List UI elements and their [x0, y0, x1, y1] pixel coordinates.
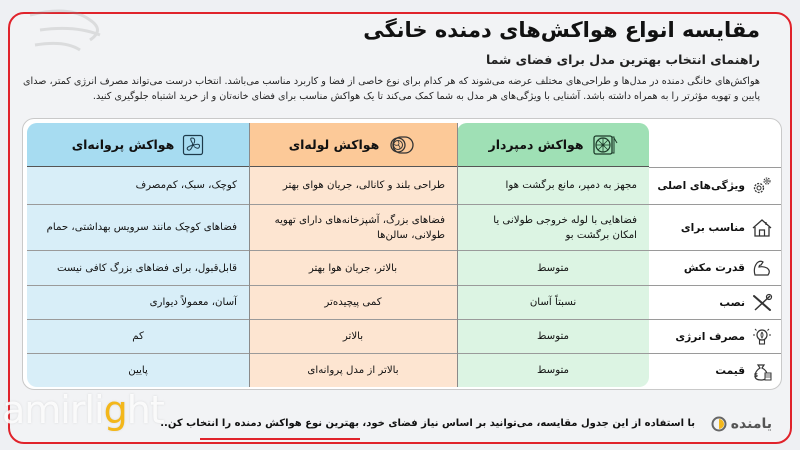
comparison-table — [22, 118, 782, 390]
wind-swirl-decoration-icon — [20, 0, 130, 60]
table-cell: قابل‌قبول، برای فضاهای بزرگ کافی نیست — [27, 251, 249, 286]
house-icon — [751, 218, 773, 238]
table-cell: کمی پیچیده‌تر — [249, 286, 457, 320]
table-cell: متوسط — [457, 320, 649, 354]
intro-paragraph: هواکش‌های خانگی دمنده در مدل‌ها و طراحی‌های مختلف عرضه می‌شوند که هر کدام برای نوع خاصی از فضا و کاربرد مناسب می‌باشد. انتخاب درست می‌تواند مصرف انرژی کمتر، صدای پایین و تهویه مؤثرتر را به همراه داشته باشد. آشنایی با ویژگی‌های هر مدل به شما کمک می‌کند تا یک هواکش مناسب برای فضای خانه‌تان و از خرید اشتباه جلوگیری کنید. — [23, 76, 760, 102]
brand-logo — [711, 416, 772, 432]
column-propeller — [27, 123, 249, 387]
page-title: مقایسه انواع هواکش‌های دمنده خانگی — [363, 18, 760, 42]
column-header-pipe — [249, 123, 457, 167]
row-label-text: مصرف انرژی — [675, 330, 745, 343]
muscle-arm-icon — [751, 258, 773, 278]
table-cell: طراحی بلند و کانالی، جریان هوای بهتر — [249, 167, 457, 205]
table-cell: کم — [27, 320, 249, 354]
table-cell: نسبتاً آسان — [457, 286, 649, 320]
watermark — [2, 388, 164, 432]
row-label-suitable-for — [649, 205, 782, 251]
money-bag-icon — [751, 360, 773, 382]
row-label-text: ویژگی‌های اصلی — [657, 180, 745, 192]
brand-mark-icon — [711, 416, 727, 432]
table-cell: آسان، معمولاً دیواری — [27, 286, 249, 320]
table-cell: فضاهای بزرگ، آشپزخانه‌های دارای تهویه طولانی، سالن‌ها — [249, 205, 457, 251]
table-cell: فضاهایی با لوله خروجی طولانی یا امکان برگشت بو — [457, 205, 649, 251]
tools-icon — [751, 293, 773, 313]
lightbulb-icon — [751, 327, 773, 347]
table-cell: پایین — [128, 365, 148, 376]
column-divider — [457, 123, 458, 387]
row-label-features — [649, 167, 782, 205]
gears-icon — [751, 176, 773, 196]
damper-fan-icon — [592, 134, 618, 156]
watermark-text: amirli — [2, 388, 104, 432]
svg-text:$: $ — [753, 371, 758, 379]
table-cell: کوچک، سبک، کم‌مصرف — [27, 167, 249, 205]
pipe-fan-icon — [387, 135, 417, 155]
table-cell: مجهز به دمپر، مانع برگشت هوا — [457, 167, 649, 205]
row-labels — [649, 167, 782, 387]
row-label-text: قدرت مکش — [683, 262, 745, 274]
column-header-propeller — [27, 123, 249, 167]
table-cell: فضاهای کوچک مانند سرویس بهداشتی، حمام — [27, 205, 249, 251]
table-cell: بالاتر، جریان هوا بهتر — [249, 251, 457, 286]
table-cell: بالاتر — [249, 320, 457, 354]
row-label-price — [649, 354, 782, 387]
row-label-text: نصب — [719, 296, 745, 309]
watermark-g: g — [103, 388, 127, 432]
row-label-text: مناسب برای — [680, 221, 745, 234]
row-label-installation — [649, 286, 782, 320]
column-header-label: هواکش لوله‌ای — [288, 137, 380, 152]
table-cell: متوسط — [457, 251, 649, 286]
column-pipe — [249, 123, 457, 387]
watermark-text: ht — [126, 388, 164, 432]
footer-underline — [200, 438, 360, 440]
column-divider — [249, 123, 250, 387]
row-label-text: قیمت — [715, 364, 745, 377]
row-label-energy — [649, 320, 782, 354]
column-header-damper — [457, 123, 649, 167]
column-damper — [457, 123, 649, 387]
table-cell: بالاتر از مدل پروانه‌ای — [307, 365, 399, 376]
brand-name: یامنده — [730, 416, 772, 432]
column-header-label: هواکش دمپردار — [488, 137, 584, 152]
propeller-fan-icon — [182, 134, 204, 156]
row-label-suction-power — [649, 251, 782, 286]
table-cell: متوسط — [537, 365, 570, 376]
column-header-label: هواکش پروانه‌ای — [71, 137, 175, 152]
page-subtitle: راهنمای انتخاب بهترین مدل برای فضای شما — [485, 52, 760, 67]
footer-text: با استفاده از این جدول مقایسه، می‌توانید بر اساس نیاز فضای خود، بهترین نوع هواکش دمنده را انتخاب کن.. — [160, 418, 695, 429]
